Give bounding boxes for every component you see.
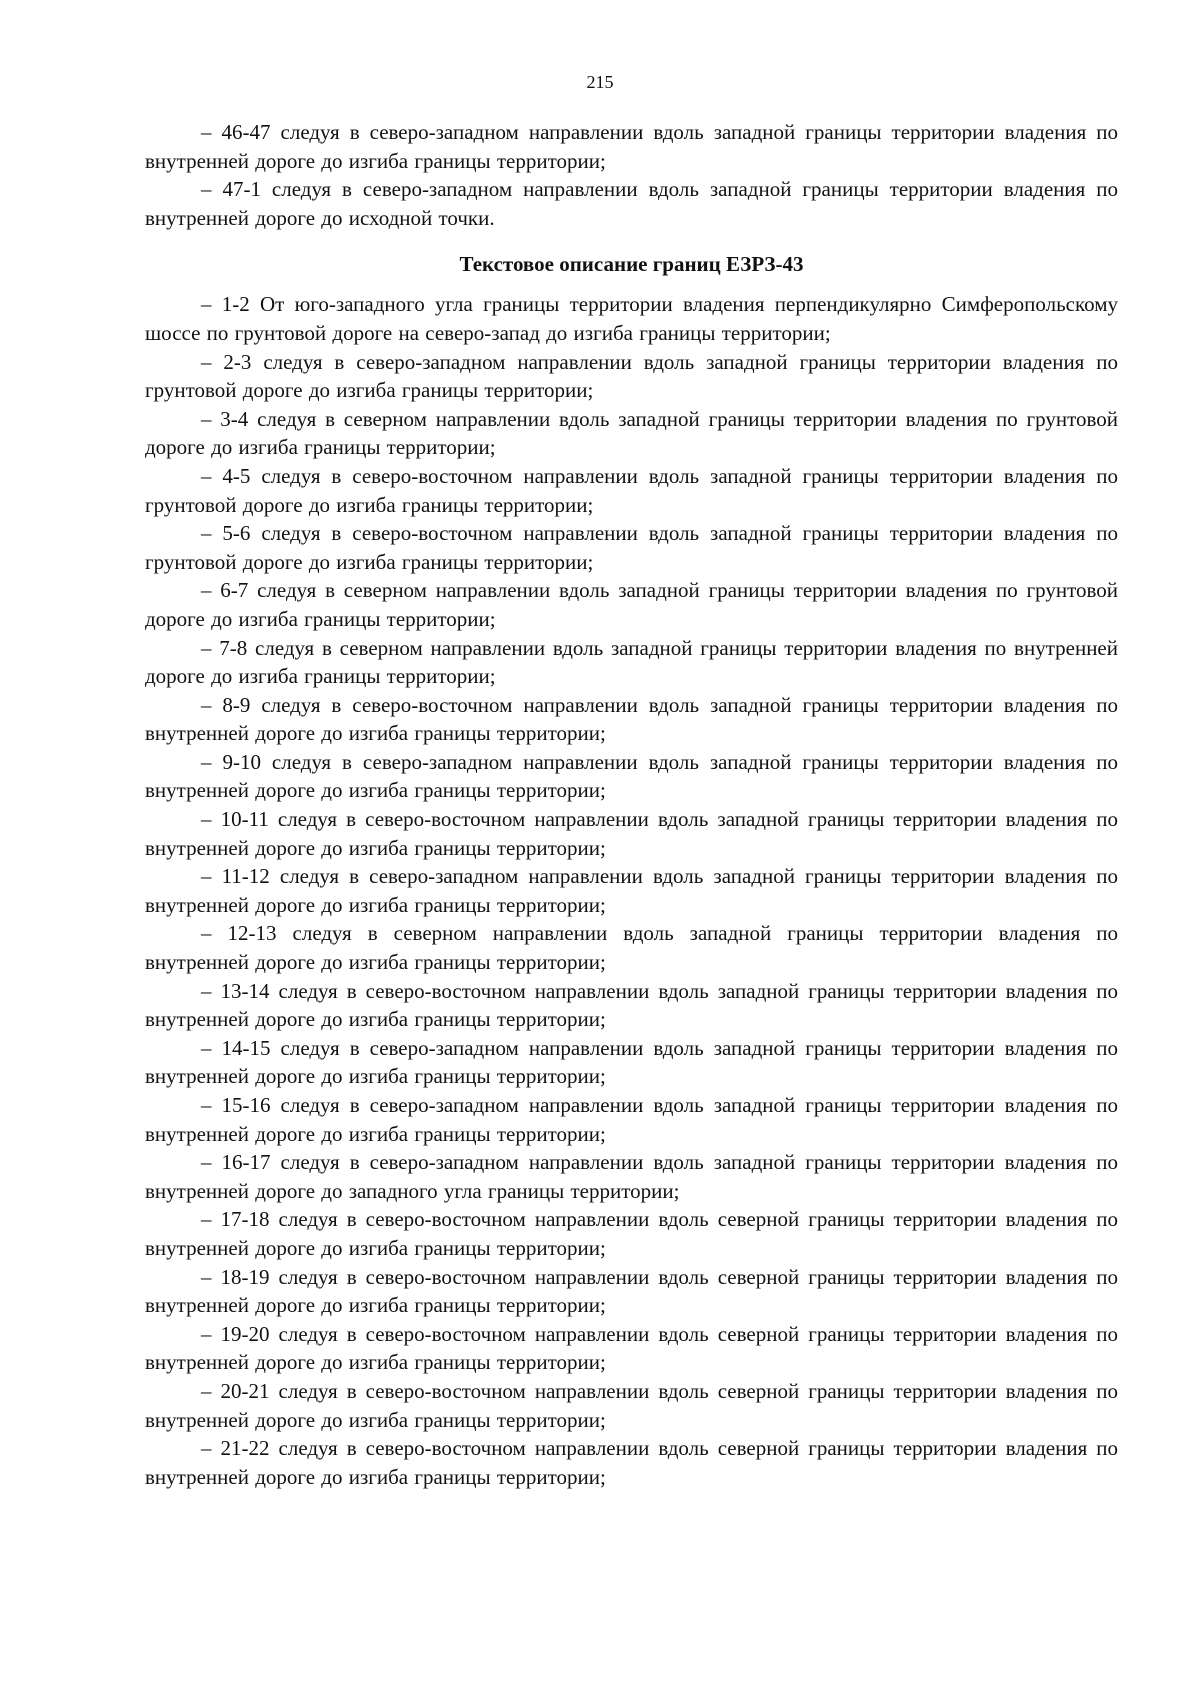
page-number: 215	[586, 72, 614, 92]
document-body	[145, 118, 1118, 1491]
paragraph: – 9-10 следуя в северо-западном направлении вдоль западной границы территории владения по внутренней дороге до изгиба границы территории;	[145, 749, 1118, 803]
section-heading: Текстовое описание границ ЕЗРЗ-43	[459, 252, 804, 277]
paragraph: – 11-12 следуя в северо-западном направлении вдоль западной границы территории владения по внутренней дороге до изгиба границы территории;	[145, 864, 1118, 917]
paragraph: – 2-3 следуя в северо-западном направлении вдоль западной границы территории владения по грунтовой дороге до изгиба границы территории;	[145, 349, 1118, 403]
paragraph: – 14-15 следуя в северо-западном направлении вдоль западной границы территории владения по внутренней дороге до изгиба границы территории;	[145, 1035, 1118, 1089]
paragraph: – 15-16 следуя в северо-западном направлении вдоль западной границы территории владения по внутренней дороге до изгиба границы территории;	[145, 1093, 1118, 1146]
boundary-list	[145, 290, 1118, 1491]
paragraph: – 7-8 следуя в северном направлении вдоль западной границы территории владения по внутренней дороге до изгиба границы территории;	[145, 635, 1118, 689]
paragraph: – 21-22 следуя в северо-восточном направлении вдоль северной границы территории владения по внутренней дороге до изгиба границы территории;	[145, 1436, 1118, 1489]
paragraph: – 4-5 следуя в северо-восточном направлении вдоль западной границы территории владения по грунтовой дороге до изгиба границы территории;	[145, 463, 1118, 517]
intro-section	[145, 118, 1118, 232]
paragraph: – 13-14 следуя в северо-восточном направлении вдоль западной границы территории владения по внутренней дороге до изгиба границы территории;	[145, 978, 1118, 1032]
paragraph: – 10-11 следуя в северо-восточном направлении вдоль западной границы территории владения по внутренней дороге до изгиба границы территории;	[145, 807, 1118, 860]
paragraph: – 17-18 следуя в северо-восточном направлении вдоль северной границы территории владения по внутренней дороге до изгиба границы территории;	[145, 1207, 1118, 1260]
paragraph: – 8-9 следуя в северо-восточном направлении вдоль западной границы территории владения по внутренней дороге до изгиба границы территории;	[145, 692, 1118, 746]
paragraph: – 19-20 следуя в северо-восточном направлении вдоль северной границы территории владения по внутренней дороге до изгиба границы территории;	[145, 1321, 1118, 1375]
paragraph: – 16-17 следуя в северо-западном направлении вдоль западной границы территории владения по внутренней дороге до западного угла границы территории;	[145, 1150, 1118, 1203]
paragraph: – 5-6 следуя в северо-восточном направлении вдоль западной границы территории владения по грунтовой дороге до изгиба границы территории;	[145, 521, 1118, 574]
paragraph: – 1-2 От юго-западного угла границы территории владения перпендикулярно Симферопольскому шоссе по грунтовой дороге на северо-запад до изгиба границы территории;	[145, 292, 1118, 345]
paragraph: – 12-13 следуя в северном направлении вдоль западной границы территории владения по внутренней дороге до изгиба границы территории;	[145, 921, 1118, 975]
paragraph: – 46-47 следуя в северо-западном направлении вдоль западной границы территории владения по внутренней дороге до изгиба границы территории;	[145, 120, 1118, 173]
paragraph: – 6-7 следуя в северном направлении вдоль западной границы территории владения по грунтовой дороге до изгиба границы территории;	[145, 578, 1118, 631]
paragraph: – 18-19 следуя в северо-восточном направлении вдоль северной границы территории владения по внутренней дороге до изгиба границы территории;	[145, 1264, 1118, 1318]
paragraph: – 47-1 следуя в северо-западном направлении вдоль западной границы территории владения по внутренней дороге до исходной точки.	[145, 177, 1118, 230]
paragraph: – 3-4 следуя в северном направлении вдоль западной границы территории владения по грунтовой дороге до изгиба границы территории;	[145, 406, 1118, 460]
paragraph: – 20-21 следуя в северо-восточном направлении вдоль северной границы территории владения по внутренней дороге до изгиба границы территории;	[145, 1378, 1118, 1432]
